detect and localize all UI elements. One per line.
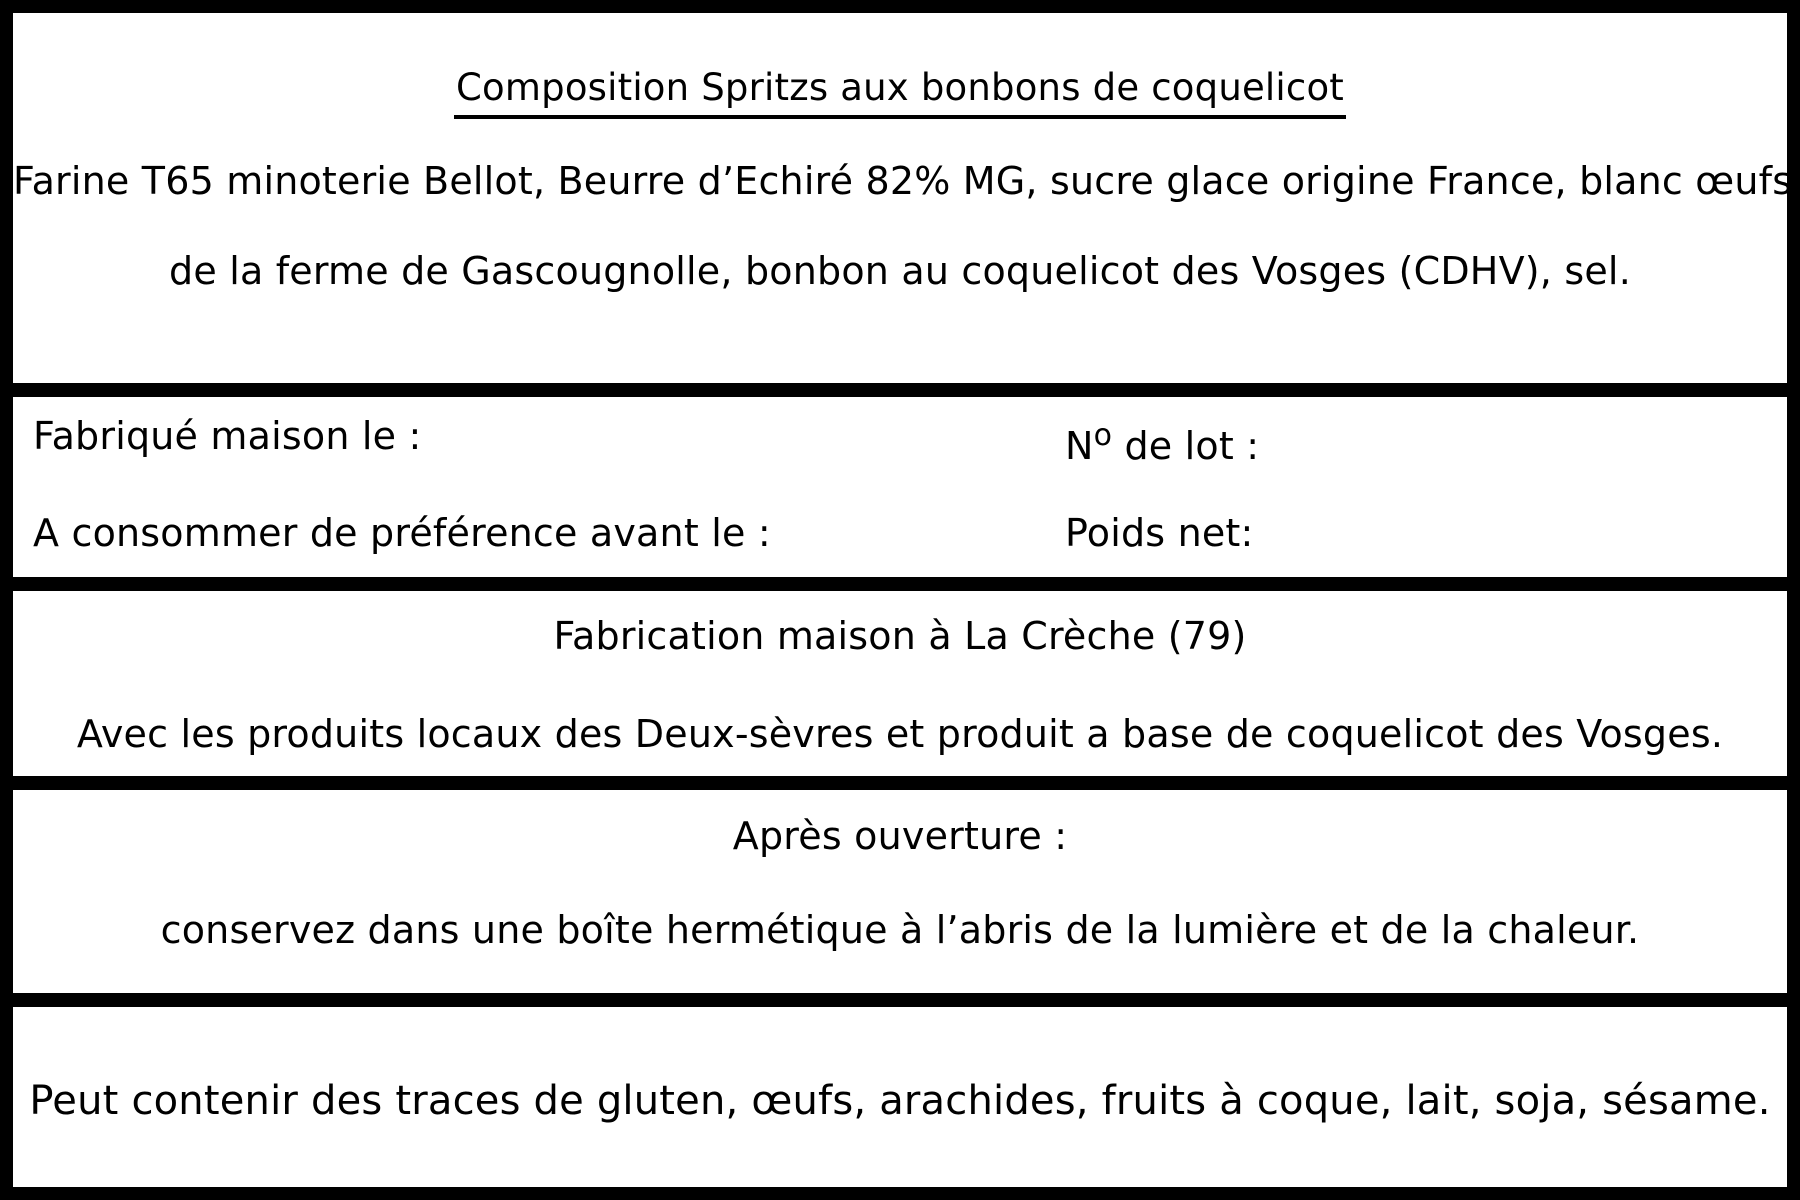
composition-title-text: Composition Spritzs aux bonbons de coquelicot xyxy=(454,65,1346,119)
lot-label-text: de lot : xyxy=(1112,424,1260,468)
storage-line-1: Après ouverture : xyxy=(732,814,1068,858)
production-info-panel xyxy=(13,397,1787,577)
ingredients-line-2: de la ferme de Gascougnolle, bonbon au coquelicot des Vosges (CDHV), sel. xyxy=(169,249,1631,293)
lot-prefix: N xyxy=(1065,424,1094,468)
made-on-label: Fabriqué maison le : xyxy=(33,414,422,458)
composition-panel xyxy=(13,13,1793,383)
allergens-text: Peut contenir des traces de gluten, œufs, arachides, fruits à coque, lait, soja, sésame. xyxy=(29,1078,1771,1124)
composition-title xyxy=(13,65,1787,119)
best-before-label: A consommer de préférence avant le : xyxy=(33,511,771,555)
storage-panel xyxy=(13,790,1787,993)
allergens-panel xyxy=(13,1007,1787,1187)
origin-line-2: Avec les produits locaux des Deux-sèvres et produit a base de coquelicot des Vosges. xyxy=(76,712,1724,756)
lot-number-label xyxy=(1065,413,1259,469)
ingredients-line-1: Farine T65 minoterie Bellot, Beurre d’Echiré 82% MG, sucre glace origine France, blanc œufs xyxy=(13,159,1793,203)
net-weight-label: Poids net: xyxy=(1065,511,1254,555)
origin-panel xyxy=(13,591,1787,776)
lot-degree-sign: o xyxy=(1093,418,1113,453)
origin-line-1: Fabrication maison à La Crèche (79) xyxy=(553,614,1247,658)
storage-line-2: conservez dans une boîte hermétique à l’abris de la lumière et de la chaleur. xyxy=(160,908,1640,952)
